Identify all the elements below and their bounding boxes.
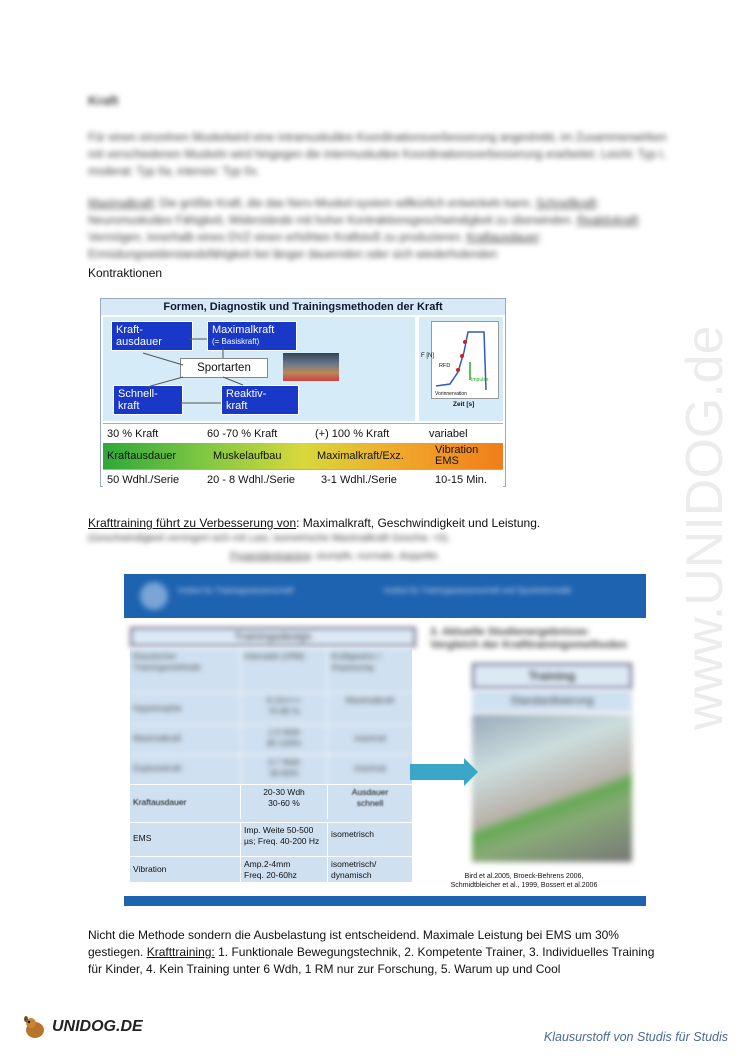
reps-row xyxy=(103,469,503,490)
def-kraftausdauer: : Ermüdungswiderstandsfähigkeit bei länger dauernden oder sich wiederholenden xyxy=(88,232,542,261)
blurred-note-1: (Geschwindigkeit verringert sich mit Last, isometrische Maximalkraft Geschw. =0). xyxy=(88,533,451,544)
col-header: Intensität (1RM) xyxy=(240,649,328,693)
kontraktionen-text: Kontraktionen xyxy=(88,266,163,280)
box-maximalkraft-label: Maximalkraft xyxy=(212,324,275,336)
box-kraftausdauer: Kraft- ausdauer xyxy=(111,321,193,351)
cell: Hypertrophie xyxy=(133,703,182,713)
dog-icon xyxy=(22,1014,48,1040)
def-schnellkraft: : Neuromuskuläre Fähigkeit, Widerstände mit hoher Kontraktionsgeschwindigkeit zu überwinden. xyxy=(88,198,600,227)
force-time-graph xyxy=(431,321,499,399)
col-header: Klassischer Trainingsmethode xyxy=(133,651,201,672)
figure-title: Formen, Diagnostik und Trainingsmethoden der Kraft xyxy=(101,299,505,315)
method-cell: Kraftausdauer xyxy=(107,450,177,462)
section-heading: Kraft xyxy=(88,93,119,108)
cell: 20-30 Wdh 30-60 % xyxy=(240,785,328,819)
box-maximalkraft-sub: (= Basiskraft) xyxy=(212,337,260,346)
reps-cell: 20 - 8 Wdhl./Serie xyxy=(207,474,296,486)
training-design-table xyxy=(130,648,412,882)
def-maximalkraft: : Die größte Kraft, die das Nerv-Muskel-system willkürlich entwickeln kann. xyxy=(153,198,537,210)
intensity-cell: 60 -70 % Kraft xyxy=(207,428,278,440)
cell: Maximalkraft xyxy=(133,733,182,743)
paragraph-conclusion xyxy=(88,927,668,978)
kraft-forms-panel xyxy=(103,317,415,421)
gym-photo xyxy=(472,714,632,862)
figure-kraft-methoden xyxy=(100,298,506,487)
institute-logo xyxy=(140,582,168,610)
table-row xyxy=(130,822,412,857)
table-row xyxy=(130,724,412,755)
cell: Vibration xyxy=(133,864,167,874)
krafttraining-rest: : Maximalkraft, Geschwindigkeit und Leistung. xyxy=(296,516,541,530)
paragraph-definitions xyxy=(88,196,668,264)
term-kraftausdauer: Kraftausdauer xyxy=(466,232,539,244)
logo-text: UNIDOG.DE xyxy=(52,1018,143,1035)
paragraph-intro: Für einen einzelnen Muskelwird eine intramuskuläre Koordinationsverbesserung angestrebt, im Zusammenwirken mit verschiedenen Muskeln wird hingegen die intermuskuläre Koordinationsverbesserung erarbeitet. Leicht: Typ I, moderat: Typ IIa, intensiv: Typ IIx. xyxy=(88,132,667,178)
table-row xyxy=(130,754,412,785)
method-cell: Muskelaufbau xyxy=(213,450,282,462)
pyramid-term: Pyramidentraining xyxy=(230,551,311,562)
table-row xyxy=(130,784,412,819)
cell: 6-10×/>= 70-80 % xyxy=(240,693,328,725)
term-maximalkraft: Maximalkraft xyxy=(88,198,154,210)
arrow-right-icon xyxy=(410,764,466,780)
intensity-row xyxy=(103,423,503,444)
connector-lines xyxy=(103,317,415,421)
graph-xlabel: Zeit [s] xyxy=(453,401,475,408)
cell: Kraftausdauer xyxy=(133,797,187,807)
method-row xyxy=(103,443,503,469)
cell: Amp.2-4mm Freq. 20-60hz xyxy=(240,857,328,883)
cell: Ausdauer schnell xyxy=(351,787,389,808)
references: Bird et al.2005, Broeck-Behrens 2006, Schmidtbleicher et al., 1999, Bossert et al.2006 xyxy=(450,873,598,889)
reps-cell: 10-15 Min. xyxy=(435,474,487,486)
intensity-cell: variabel xyxy=(429,428,468,440)
conclusion-text: Nicht die Methode sondern die Ausbelastung ist entscheidend. Maximale Leistung bei EMS um 30% gestiegen. xyxy=(88,928,619,959)
footer-slogan: Klausurstoff von Studis für Studis xyxy=(543,1030,728,1044)
graph-ylabel: F [N] xyxy=(421,353,434,359)
intensity-cell: (+) 100 % Kraft xyxy=(315,428,390,440)
cell: Imp. Weite 50-500 µs; Freq. 40-200 Hz xyxy=(240,823,328,857)
def-reaktivkraft: : Vermögen, innerhalb eines DVZ einen erhöhten Kraftstoß zu produzieren. xyxy=(88,215,641,244)
slide-footer-band xyxy=(124,896,646,906)
table-header-row xyxy=(130,648,412,693)
krafttraining-label: Krafttraining führt zu Verbesserung von xyxy=(88,516,297,530)
header-right-text: Institut für Trainingswissenschaft und Sportinformatik xyxy=(384,586,572,595)
watermark xyxy=(640,280,750,740)
cell: Maximalkraft xyxy=(345,695,395,705)
figure-training-design xyxy=(124,574,646,906)
study-heading: 3. Aktuelle Studienergebnisse: Vergleich der Krafttrainingsmethoden xyxy=(430,626,627,651)
term-reaktivkraft: Reaktivkraft xyxy=(577,215,638,227)
cell: EMS xyxy=(133,833,152,843)
sportarten-box: Sportarten xyxy=(180,358,268,378)
table-row xyxy=(130,856,412,883)
graph-rfd-label: RFD xyxy=(439,363,451,369)
method-cell: Maximalkraft/Exz. xyxy=(317,450,404,462)
krafttraining-line xyxy=(88,516,540,530)
force-time-panel xyxy=(419,317,503,421)
force-curve xyxy=(432,322,498,398)
box-schnellkraft: Schnell- kraft xyxy=(113,385,183,415)
pyramid-rest: : stumpfe, normale, doppelte. xyxy=(310,551,441,562)
cell: isometrisch/ dynamisch xyxy=(331,859,377,880)
cell: Explosivkraft xyxy=(133,763,182,773)
graph-vorinnervation-label: Vorinnervation xyxy=(435,391,467,397)
conclusion-list: 1. Funktionale Bewegungstechnik, 2. Kompetente Trainer, 3. Individuelles Training für Kinder, 4. Kein Training unter 6 Wdh, 1 RM nur zur Forschung, 5. Warum up und Cool xyxy=(88,945,655,976)
term-schnellkraft: Schnellkraft xyxy=(536,198,597,210)
box-reaktivkraft: Reaktiv- kraft xyxy=(221,385,299,415)
cell: isometrisch xyxy=(331,829,374,839)
cell: 1-5 Wdh 85-100% xyxy=(240,725,328,755)
table-row xyxy=(130,692,412,725)
col-header: Kraftgewinn / Anpassung xyxy=(331,651,381,672)
reps-cell: 50 Wdhl./Serie xyxy=(107,474,180,486)
cell: 3-7 Wdh 30-60% xyxy=(240,755,328,785)
standardisierung-box: Standardisierung xyxy=(472,690,632,712)
unidog-logo[interactable] xyxy=(22,1014,143,1040)
krafttraining-term: Krafttraining: xyxy=(146,945,215,959)
training-box: Training xyxy=(472,663,632,689)
method-cell: Vibration EMS xyxy=(435,444,479,467)
reps-cell: 3-1 Wdhl./Serie xyxy=(321,474,397,486)
header-left-text: Institut für Trainingswissenschaft xyxy=(178,586,294,595)
blurred-note-2 xyxy=(230,551,440,562)
graph-impulse-label: Impulse xyxy=(471,377,489,383)
intensity-cell: 30 % Kraft xyxy=(107,428,159,440)
table-title: Trainingsdesign xyxy=(130,627,416,647)
watermark-text: www.UNIDOG.de xyxy=(676,325,734,730)
cell: maximal xyxy=(354,763,386,773)
cell: maximal xyxy=(354,733,386,743)
slide-header-band xyxy=(124,574,646,618)
